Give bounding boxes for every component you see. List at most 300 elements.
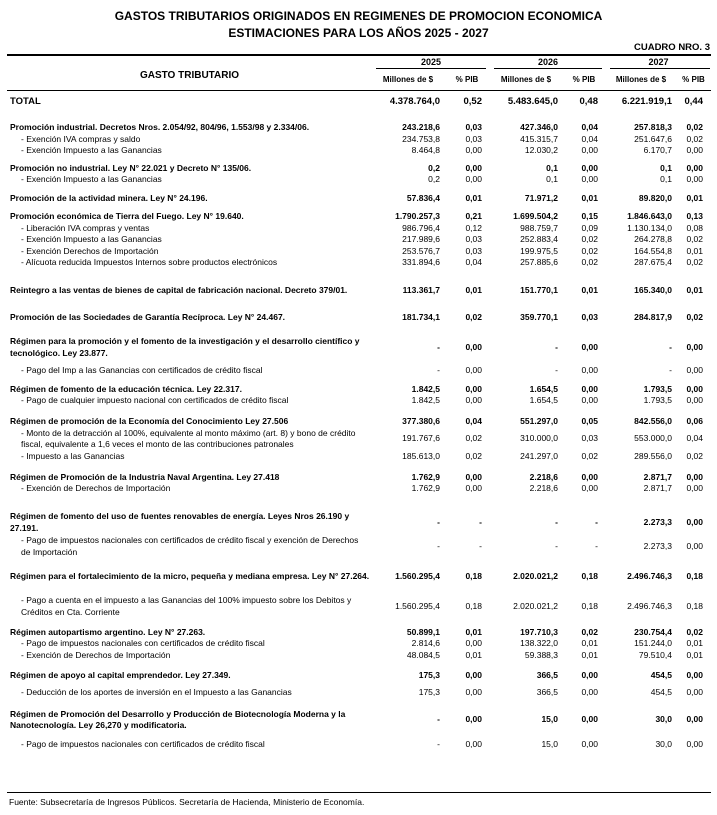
pib-cell: 0,00 [581, 341, 598, 352]
source-note: Fuente: Subsecretaría de Ingresos Públicos. Secretaría de Hacienda, Ministerio de Economía. [9, 797, 365, 807]
amount-cell: 284.817,9 [634, 311, 672, 322]
table-number: CUADRO NRO. 3 [633, 42, 710, 53]
amount-cell: 253.576,7 [402, 245, 440, 256]
amount-cell: - [555, 341, 558, 352]
amount-cell: 50.899,1 [406, 626, 440, 637]
amount-cell: 243.218,6 [402, 122, 440, 132]
pib-cell: 0,44 [684, 96, 703, 108]
pib-cell: 0,02 [686, 133, 703, 144]
row-label: Régimen autopartismo argentino. Ley N° 27.263. [10, 626, 206, 637]
row-label: - Exención Derechos de Importación [21, 245, 159, 256]
sub-item-row [7, 395, 711, 407]
row-label: Régimen de Promoción del Desarrollo y Producción de Biotecnología Moderna y la Nanotecnología. Ley 26,270 y modificatoria. [10, 708, 346, 730]
amount-cell: 138.322,0 [520, 638, 558, 648]
spacer-row [7, 661, 711, 670]
regime-row [7, 707, 711, 733]
row-label: Promoción de la actividad minera. Ley N° 24.196. [10, 192, 208, 203]
amount-cell: 366,5 [536, 670, 558, 680]
sub-item-row [7, 365, 711, 377]
col-millones-2025: Millones de $ [382, 75, 434, 84]
spacer-row [7, 303, 711, 312]
row-label: - Exención Impuesto a las Ganancias [21, 174, 162, 184]
regime-row [7, 416, 711, 428]
amount-cell: 234.753,8 [402, 133, 440, 144]
amount-cell: 1.842,5 [411, 395, 440, 405]
pib-cell: 0,01 [686, 245, 703, 256]
pib-cell: 0,01 [465, 649, 482, 660]
pib-cell: 0,02 [686, 311, 703, 322]
year-rule-2025 [376, 68, 486, 69]
amount-cell: 1.130.134,0 [627, 222, 672, 233]
amount-cell: 30,0 [655, 714, 672, 725]
regime-row [7, 472, 711, 484]
amount-cell: 986.796,4 [402, 222, 440, 233]
amount-cell: - [555, 516, 558, 527]
table-bottom-rule [7, 792, 711, 793]
amount-cell: 89.820,0 [638, 192, 672, 203]
pib-cell: 0,00 [465, 686, 482, 697]
sub-item-row [7, 223, 711, 235]
pib-cell: 0,03 [465, 133, 482, 144]
pib-cell: 0,04 [581, 122, 598, 132]
pib-cell: 0,02 [581, 234, 598, 244]
pib-cell: 0,02 [686, 257, 703, 267]
amount-cell: 1.790.257,3 [395, 211, 440, 221]
amount-cell: 199.975,5 [520, 245, 558, 256]
row-label: - Deducción de los aportes de inversión en el Impuesto a las Ganancias [21, 686, 292, 697]
pib-cell: 0,00 [465, 395, 482, 405]
pib-cell: 0,21 [465, 211, 482, 221]
pib-cell: 0,00 [581, 395, 598, 405]
pib-cell: 0,00 [465, 483, 482, 493]
amount-cell: - [437, 739, 440, 749]
pib-cell: 0,03 [581, 311, 598, 322]
pib-cell: 0,00 [465, 383, 482, 394]
pib-cell: 0,09 [581, 222, 598, 233]
row-label: - Exención Impuesto a las Ganancias [21, 145, 162, 155]
pib-cell: 0,06 [686, 415, 703, 426]
amount-cell: 57.836,4 [406, 192, 440, 203]
pib-cell: - [479, 540, 482, 551]
row-label: - Exención IVA compras y saldo [21, 133, 141, 144]
row-label: - Exención de Derechos de Importación [21, 649, 171, 660]
amount-cell: 2.496.746,3 [627, 600, 672, 611]
pib-cell: 0,00 [581, 483, 598, 493]
amount-cell: 6.170,7 [643, 145, 672, 155]
row-label: Promoción industrial. Decretos Nros. 2.054/92, 804/96, 1.553/98 y 2.334/06. [10, 122, 310, 132]
amount-cell: 0,1 [660, 174, 672, 184]
amount-cell: 415.315,7 [520, 133, 558, 144]
pib-cell: 0,02 [465, 451, 482, 461]
amount-cell: 0,1 [660, 162, 672, 173]
pib-cell: 0,18 [465, 570, 482, 581]
row-label: - Monto de la detracción al 100%, equivalente al monto máximo (art. 8) y bono de crédito fiscal, equivalente a 1,6 veces el monto de las contribuciones patronales [21, 427, 356, 449]
amount-cell: 1.654,5 [529, 395, 558, 405]
pib-cell: 0,02 [686, 234, 703, 244]
amount-cell: 2.218,6 [529, 471, 558, 482]
amount-cell: 0,1 [546, 174, 558, 184]
pib-cell: 0,00 [581, 714, 598, 725]
amount-cell: - [437, 714, 440, 725]
spacer-row [7, 407, 711, 416]
amount-cell: 454,5 [650, 686, 672, 697]
amount-cell: 551.297,0 [520, 415, 558, 426]
regime-row [7, 384, 711, 396]
amount-cell: 165.340,0 [634, 284, 672, 295]
pib-cell: 0,01 [686, 192, 703, 203]
pib-cell: 0,00 [686, 739, 703, 749]
pib-cell: 0,00 [465, 670, 482, 680]
pib-cell: 0,03 [465, 234, 482, 244]
pib-cell: 0,00 [581, 174, 598, 184]
pib-cell: 0,05 [581, 415, 598, 426]
pib-cell: 0,01 [686, 649, 703, 660]
pib-cell: 0,00 [686, 686, 703, 697]
regime-row [7, 193, 711, 205]
amount-cell: 1.560.295,4 [395, 600, 440, 611]
pib-cell: 0,03 [465, 122, 482, 132]
year-rule-2027 [610, 68, 710, 69]
pib-cell: 0,00 [686, 174, 703, 184]
amount-cell: 191.767,6 [402, 433, 440, 444]
row-label: Reintegro a las ventas de bienes de capital de fabricación nacional. Decreto 379/01. [10, 284, 348, 295]
amount-cell: 197.710,3 [520, 626, 558, 637]
sub-item-row [7, 145, 711, 157]
amount-cell: - [437, 516, 440, 527]
pib-cell: 0,01 [465, 284, 482, 295]
amount-cell: 257.818,3 [634, 122, 672, 132]
row-label: Régimen de promoción de la Economía del Conocimiento Ley 27.506 [10, 415, 289, 426]
sub-item-row [7, 595, 711, 619]
amount-cell: 0,2 [428, 162, 440, 173]
amount-cell: 2.496.746,3 [627, 570, 672, 581]
pib-cell: 0,00 [686, 383, 703, 394]
sub-item-row [7, 739, 711, 751]
spacer-row [7, 495, 711, 511]
row-label: - Liberación IVA compras y ventas [21, 222, 150, 233]
pib-cell: 0,00 [465, 714, 482, 725]
row-label: Promoción económica de Tierra del Fuego. Ley N° 19.640. [10, 211, 244, 221]
amount-cell: 988.759,7 [520, 222, 558, 233]
amount-cell: 30,0 [655, 739, 672, 749]
amount-cell: 12.030,2 [524, 145, 558, 155]
row-label: - Exención Impuesto a las Ganancias [21, 234, 162, 244]
col-millones-2026: Millones de $ [500, 75, 552, 84]
regime-row [7, 122, 711, 134]
pib-cell: 0,00 [581, 739, 598, 749]
amount-cell: 185.613,0 [402, 451, 440, 461]
pib-cell: 0,00 [465, 341, 482, 352]
pib-cell: 0,00 [465, 174, 482, 184]
pib-cell: 0,00 [581, 686, 598, 697]
pib-cell: 0,01 [581, 192, 598, 203]
amount-cell: 79.510,4 [638, 649, 672, 660]
sub-item-row [7, 650, 711, 662]
sub-item-row [7, 535, 711, 559]
pib-cell: 0,01 [686, 638, 703, 648]
report-subtitle: ESTIMACIONES PARA LOS AÑOS 2025 - 2027 [228, 26, 489, 40]
pib-cell: 0,02 [581, 626, 598, 637]
amount-cell: 1.846.643,0 [627, 211, 672, 221]
sub-item-row [7, 257, 711, 269]
regime-row [7, 163, 711, 175]
regime-row [7, 211, 711, 223]
amount-cell: 2.871,7 [643, 471, 672, 482]
pib-cell: 0,04 [465, 415, 482, 426]
pib-cell: 0,00 [686, 341, 703, 352]
pib-cell: 0,01 [465, 626, 482, 637]
pib-cell: 0,00 [686, 483, 703, 493]
amount-cell: 1.793,5 [643, 395, 672, 405]
amount-cell: 71.971,2 [524, 192, 558, 203]
amount-cell: 377.380,6 [402, 415, 440, 426]
amount-cell: - [437, 365, 440, 375]
amount-cell: 6.221.919,1 [621, 96, 672, 108]
header-top-rule [7, 54, 711, 56]
spacer-row [7, 204, 711, 211]
row-label: - Pago de impuestos nacionales con certificados de crédito fiscal y exención de Derechos de Importación [21, 535, 359, 557]
spacer-row [7, 269, 711, 279]
pib-cell: 0,00 [686, 714, 703, 725]
amount-cell: 15,0 [541, 739, 558, 749]
year-header-2025: 2025 [420, 57, 442, 67]
spacer-row [7, 323, 711, 330]
pib-cell: 0,00 [465, 365, 482, 375]
pib-cell: 0,00 [581, 162, 598, 173]
spacer-row [7, 377, 711, 384]
pib-cell: 0,00 [686, 670, 703, 680]
amount-cell: 366,5 [536, 686, 558, 697]
row-label: Promoción de las Sociedades de Garantía Recíproca. Ley N° 24.467. [10, 311, 286, 322]
pib-cell: 0,18 [686, 570, 703, 581]
pib-cell: 0,01 [581, 638, 598, 648]
amount-cell: 2.871,7 [643, 483, 672, 493]
pib-cell: 0,18 [581, 600, 598, 611]
amount-cell: 1.699.504,2 [513, 211, 558, 221]
pib-cell: 0,00 [465, 471, 482, 482]
regime-row [7, 330, 711, 365]
pib-cell: 0,12 [465, 222, 482, 233]
row-label: - Pago de impuestos nacionales con certificados de crédito fiscal [21, 638, 265, 648]
pib-cell: 0,01 [581, 649, 598, 660]
regime-row [7, 670, 711, 682]
amount-cell: 257.885,6 [520, 257, 558, 267]
pib-cell: 0,00 [686, 162, 703, 173]
amount-cell: 1.793,5 [643, 383, 672, 394]
sub-item-row [7, 234, 711, 246]
spacer-row [7, 113, 711, 122]
amount-cell: 264.278,8 [634, 234, 672, 244]
spacer-row [7, 619, 711, 627]
row-label: - Exención de Derechos de Importación [21, 483, 171, 493]
amount-cell: 151.770,1 [520, 284, 558, 295]
pib-cell: 0,01 [686, 284, 703, 295]
amount-cell: 331.894,6 [402, 257, 440, 267]
row-label: Régimen de apoyo al capital emprendedor. Ley 27.349. [10, 670, 231, 680]
pib-cell: 0,18 [581, 570, 598, 581]
year-header-2026: 2026 [537, 57, 559, 67]
amount-cell: 175,3 [418, 686, 440, 697]
pib-cell: - [595, 516, 598, 527]
amount-cell: 427.346,0 [520, 122, 558, 132]
amount-cell: 553.000,0 [634, 433, 672, 444]
row-label: Régimen de fomento de la educación técnica. Ley 22.317. [10, 383, 242, 394]
pib-cell: 0,00 [686, 471, 703, 482]
amount-cell: 2.218,6 [529, 483, 558, 493]
pib-cell: 0,00 [581, 365, 598, 375]
pib-cell: 0,02 [581, 245, 598, 256]
amount-cell: 217.989,6 [402, 234, 440, 244]
sub-item-row [7, 687, 711, 699]
amount-cell: 4.378.764,0 [389, 96, 440, 108]
row-label: - Pago a cuenta en el impuesto a las Ganancias del 100% impuesto sobre los Debitos y Créditos en Cta. Corriente [21, 595, 352, 617]
amount-cell: 2.020.021,2 [513, 600, 558, 611]
row-label: - Alícuota reducida Impuestos Internos sobre productos electrónicos [21, 257, 278, 267]
amount-cell: 59.388,3 [524, 649, 558, 660]
year-rule-2026 [494, 68, 602, 69]
regime-row [7, 312, 711, 324]
amount-cell: 0,1 [546, 162, 558, 173]
pib-cell: 0,02 [581, 257, 598, 267]
sub-item-row [7, 246, 711, 258]
amount-cell: - [669, 365, 672, 375]
sub-item-row [7, 483, 711, 495]
pib-cell: 0,02 [686, 451, 703, 461]
pib-cell: 0,01 [465, 192, 482, 203]
amount-cell: 2.273,3 [643, 540, 672, 551]
amount-cell: 251.647,6 [634, 133, 672, 144]
pib-cell: - [479, 516, 482, 527]
pib-cell: 0,00 [686, 395, 703, 405]
amount-cell: 1.842,5 [411, 383, 440, 394]
pib-cell: 0,00 [581, 383, 598, 394]
amount-cell: 48.084,5 [406, 649, 440, 660]
pib-cell: 0,04 [465, 257, 482, 267]
amount-cell: 151.244,0 [634, 638, 672, 648]
col-millones-2027: Millones de $ [615, 75, 667, 84]
pib-cell: - [595, 540, 598, 551]
amount-cell: 1.762,9 [411, 483, 440, 493]
sub-item-row [7, 174, 711, 186]
amount-cell: - [555, 540, 558, 551]
pib-cell: 0,02 [465, 311, 482, 322]
pib-cell: 0,03 [581, 433, 598, 444]
gasto-tributario-header: GASTO TRIBUTARIO [139, 70, 240, 81]
pib-cell: 0,18 [686, 600, 703, 611]
sub-item-row [7, 134, 711, 146]
amount-cell: 2.020.021,2 [513, 570, 558, 581]
pib-cell: 0,04 [686, 433, 703, 444]
row-label: Régimen de Promoción de la Industria Naval Argentina. Ley 27.418 [10, 471, 280, 482]
pib-cell: 0,04 [581, 133, 598, 144]
pib-cell: 0,01 [581, 284, 598, 295]
spacer-row [7, 463, 711, 472]
tax-expenditure-table [7, 91, 711, 751]
amount-cell: 287.675,4 [634, 257, 672, 267]
row-label: - Pago del Imp a las Ganancias con certificados de crédito fiscal [21, 365, 263, 375]
year-header-2027: 2027 [648, 57, 669, 67]
spacer-row [7, 698, 711, 707]
pib-cell: 0,03 [465, 245, 482, 256]
row-label: Régimen para la promoción y el fomento de la investigación y el desarrollo científico y tecnológico. Ley 23.877. [10, 336, 360, 358]
row-label: Promoción no industrial. Ley N° 22.021 y Decreto N° 135/06. [10, 162, 252, 173]
amount-cell: 289.556,0 [634, 451, 672, 461]
pib-cell: 0,02 [581, 451, 598, 461]
pib-cell: 0,00 [581, 670, 598, 680]
amount-cell: 181.734,1 [402, 311, 440, 322]
amount-cell: 175,3 [418, 670, 440, 680]
amount-cell: 310.000,0 [520, 433, 558, 444]
pib-cell: 0,00 [686, 540, 703, 551]
row-label: - Pago de cualquier impuesto nacional con certificados de crédito fiscal [21, 395, 289, 405]
col-pib-2027: % PIB [682, 75, 705, 84]
amount-cell: 1.762,9 [411, 471, 440, 482]
pib-cell: 0,02 [686, 626, 703, 637]
amount-cell: 8.464,8 [411, 145, 440, 155]
pib-cell: 0,00 [465, 162, 482, 173]
pib-cell: 0,00 [686, 365, 703, 375]
amount-cell: 113.361,7 [402, 284, 440, 295]
row-label: Régimen para el fortalecimiento de la micro, pequeña y mediana empresa. Ley N° 27.264. [10, 570, 370, 581]
pib-cell: 0,00 [465, 145, 482, 155]
total-row [7, 91, 711, 113]
amount-cell: 359.770,1 [520, 311, 558, 322]
regime-row [7, 564, 711, 590]
row-label: - Pago de impuestos nacionales con certificados de crédito fiscal [21, 739, 265, 749]
amount-cell: 241.297,0 [520, 451, 558, 461]
amount-cell: 5.483.645,0 [507, 96, 558, 108]
pib-cell: 0,00 [465, 638, 482, 648]
amount-cell: 0,2 [428, 174, 440, 184]
pib-cell: 0,00 [686, 516, 703, 527]
amount-cell: 842.556,0 [634, 415, 672, 426]
pib-cell: 0,13 [686, 211, 703, 221]
amount-cell: 252.883,4 [520, 234, 558, 244]
row-label: - Impuesto a las Ganancias [21, 451, 125, 461]
pib-cell: 0,00 [465, 739, 482, 749]
amount-cell: 2.273,3 [643, 516, 672, 527]
spacer-row [7, 186, 711, 193]
amount-cell: - [437, 341, 440, 352]
amount-cell: 164.554,8 [634, 245, 672, 256]
regime-row [7, 511, 711, 535]
amount-cell: 15,0 [541, 714, 558, 725]
amount-cell: - [555, 365, 558, 375]
row-label: TOTAL [10, 96, 41, 108]
pib-cell: 0,00 [686, 145, 703, 155]
amount-cell: 1.560.295,4 [395, 570, 440, 581]
pib-cell: 0,15 [581, 211, 598, 221]
pib-cell: 0,48 [579, 96, 598, 108]
amount-cell: 1.654,5 [529, 383, 558, 394]
col-pib-2026: % PIB [572, 75, 596, 84]
col-pib-2025: % PIB [455, 75, 479, 84]
sub-item-row [7, 451, 711, 463]
amount-cell: - [669, 341, 672, 352]
sub-item-row [7, 427, 711, 451]
pib-cell: 0,00 [581, 471, 598, 482]
amount-cell: - [437, 540, 440, 551]
pib-cell: 0,00 [581, 145, 598, 155]
pib-cell: 0,52 [463, 96, 482, 108]
pib-cell: 0,08 [686, 222, 703, 233]
amount-cell: 454,5 [650, 670, 672, 680]
regime-row [7, 279, 711, 303]
pib-cell: 0,18 [465, 600, 482, 611]
report-title: GASTOS TRIBUTARIOS ORIGINADOS EN REGIMENES DE PROMOCION ECONOMICA [114, 9, 603, 23]
sub-item-row [7, 638, 711, 650]
amount-cell: 230.754,4 [634, 626, 672, 637]
